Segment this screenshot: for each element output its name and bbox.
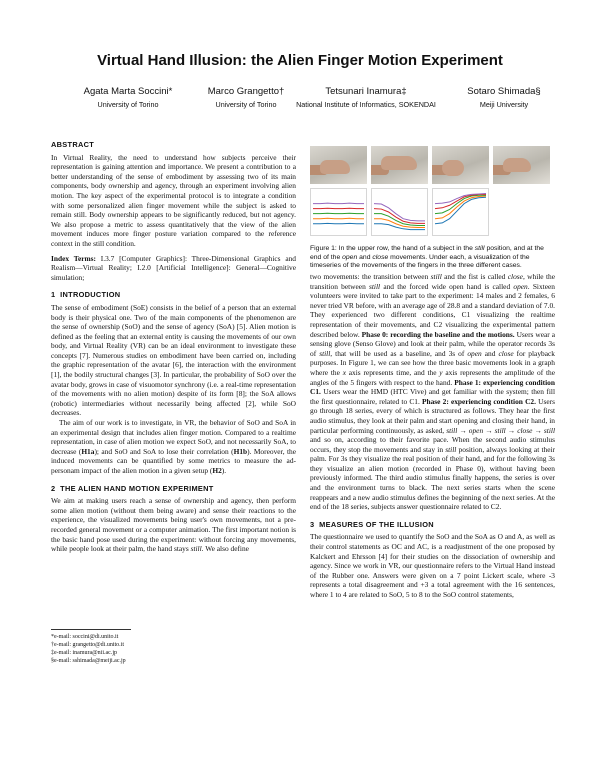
author-affiliation: University of Torino [215,100,277,109]
paper-title: Virtual Hand Illusion: the Alien Finger Motion Experiment [97,52,503,69]
author-name: Sotaro Shimada§ [467,86,541,97]
photo-still [310,146,367,184]
section-2-heading: 2 THE ALIEN HAND MOTION EXPERIMENT [51,483,214,493]
photo-close [432,146,489,184]
section-3-paragraph-1: The questionnaire we used to quantify the SoO and the SoA as O and A, as well as their control statements as OC and AC, is a readjustment of the one proposed by Kalckert and Ehrsson [4] for their studies on the dissociation of ownership and agency. Since we work in VR, our questionnaire refers to the Virtual Hand instead of the Rubber one. Answers were given on a 7 point Lickert scale, where -3 represents a total disagreement and +3 a total agreement with the 16 sentences, where 1 to 4 are related to SoO, 5 to 8 to the SoO control statements, [310,532,555,599]
footnotes [51,629,296,665]
section-3-heading: 3 MEASURES OF THE ILLUSION [310,519,434,529]
section-2-paragraph-1: We aim at making users reach a sense of ownership and agency, then perform some alien motion (without them being aware) and sense their reactions to the experience, the visualized movements being user's own movements, not a pre-recorded general movement or a computer animation. The first important notion is the basic hand pose used during the experiment: without forcing any movements, while people look at their palm, the hand stays still. We also define [51,496,296,554]
author-name: Marco Grangetto† [207,86,285,97]
section-1-paragraph-1: The sense of embodiment (SoE) consists in the belief of a person that an external body is their physical one. Two of the main components of the phenomenon are the sense of ownership (SoO) and the sense of agency (SoA) [5]. Alien motion is defined as the feeling that an external entity is causing the movements of our own body, and Virtual Reality (VR) can be an ideal environment to investigate these concepts [7]. Numerous studies on embodiment have been carried on, including the graphic representation of the avatar [6], the interaction with the environment [1], the bodily structural changes [3]. In particular, the probability of SoO over the avatar body, grows in case of visuomotor synchrony (i.e. a real-time representation of the movements with no alien motion) despite of its form [8]; the SoA allows (robotic) intermediaries without necessarily being affected [2], while SoO decreases. [51,302,296,418]
author-affiliation: National Institute of Informatics, SOKENDAI [296,100,436,109]
footnote: †e-mail: grangetto@di.unito.it [51,642,125,648]
footnote: §e-mail: sshimada@meiji.ac.jp [51,658,126,664]
plot-still [310,188,367,236]
left-column [51,140,296,755]
author-3 [276,86,456,109]
author-affiliation: University of Torino [97,100,159,109]
section-1-heading: 1 INTRODUCTION [51,290,121,300]
section-1-paragraph-2: The aim of our work is to investigate, in VR, the behavior of SoO and SoA in an experimental design that includes alien finger motion. Compared to a realtime representation, in case of alien motion we expect SoO, and not necessarily SoA, to decrease (H1a); and SoO and SoA to lose their correlation (H1b). Moreover, the induced movements can be quantified by some metrics to measure the ad-personam impact of the alien motion in a given setup (H2). [51,418,296,475]
author-affiliation: Meiji University [479,100,529,109]
plot-frame [311,189,367,236]
abstract-heading: ABSTRACT [51,140,95,149]
section-2-paragraph-1-cont: two movements: the transition between still and the fist is called close, while the transition between still and the forced wide open hand is called open. Sixteen volunteers were invited to take part to the experiment: 14 males and 2 females, 6 never tried VR before, with an average age of 28.8 and a standard deviation of 7.0. They experienced two different conditions, C1 visualizing the realtime representation of their movements, and C2 visualizing the experimental pattern described below. Phase 0: recording the baseline and the motions. Users wear a sensing glove (Senso Glove) and look at their palm, while the operator records 3s of still, that will be used as a baseline, and 3s of open and close for playback purposes. In Figure 1, we can see how the three basic movements look in a graph where the x axis represents time, and the y axis represents the amplitude of the angles of the 5 fingers with respect to the hand. Phase 1: experiencing condition C1. Users wear the HMD (HTC Vive) and get familiar with the system; then fill the first questionnaire, related to C1. Phase 2: experiencing condition C2. Users go through 18 series, every of which is structured as follows. They hear the first audio stimulus, they look at their palm and start opening and closing their hand, in particular performing continuously, as asked, still → open → still → close → still and so on, according to their favorite pace. When the second audio stimulus occurs, they stop the movements and stay in still position, always looking at their palm. For 3s they visualize the real position of their hand, and for the following 3s they visualize an alien motion (recorded in Phase 0), without having been previously informed. The third audio stimulus finally happens, the series is over and the environment turns to black. The next series starts when the scene reappears and a new audio stimulus defines the beginning of the next series. At the end of the 18 series, subjects answer questionnaire related to C2. [310,272,556,512]
right-column [310,272,555,752]
footnote-rule [51,629,131,630]
index-terms: Index Terms: I.3.7 [Computer Graphics]: Three-Dimensional Graphics and Realism—Virtual Reality; I.2.0 [Artificial Intelligence]: General—Cognitive simulation; [51,253,296,282]
figure-panels [310,146,550,236]
author-4 [444,86,564,109]
abstract-text: In Virtual Reality, the need to understand how subjects perceive their representation is gaining attention and importance. We present a contribution to a better understanding of the sense of embodiment by assessing two of its main components, body ownership and agency, through an experiment involving alien motion. The key aspect of the experimental protocol is to integrate a condition with some personalized alien finger movement while the subject is asked to remain still. Body ownership appears to be significantly reduced, but not agency. We also propose a metric to assess quantitatively that the view of the alien movement induces more finger posture variation compared to the reference context in the still condition. [51,152,296,248]
photo-reference [493,146,550,184]
photo-open [371,146,428,184]
author-name: Tetsunari Inamura‡ [325,86,407,97]
figure-caption: Figure 1: In the upper row, the hand of a subject in the still position, and at the end of the open and close movements. Under each, a visualization of the timeseries of the movements of the fingers in the three different cases. [310,245,544,270]
plot-close [432,188,489,236]
plot-open [371,188,428,236]
footnote: ‡e-mail: inamura@nii.ac.jp [51,650,118,656]
author-name: Agata Marta Soccini* [83,86,173,97]
figure-1 [310,146,550,270]
footnote: *e-mail: soccini@di.unito.it [51,634,119,640]
